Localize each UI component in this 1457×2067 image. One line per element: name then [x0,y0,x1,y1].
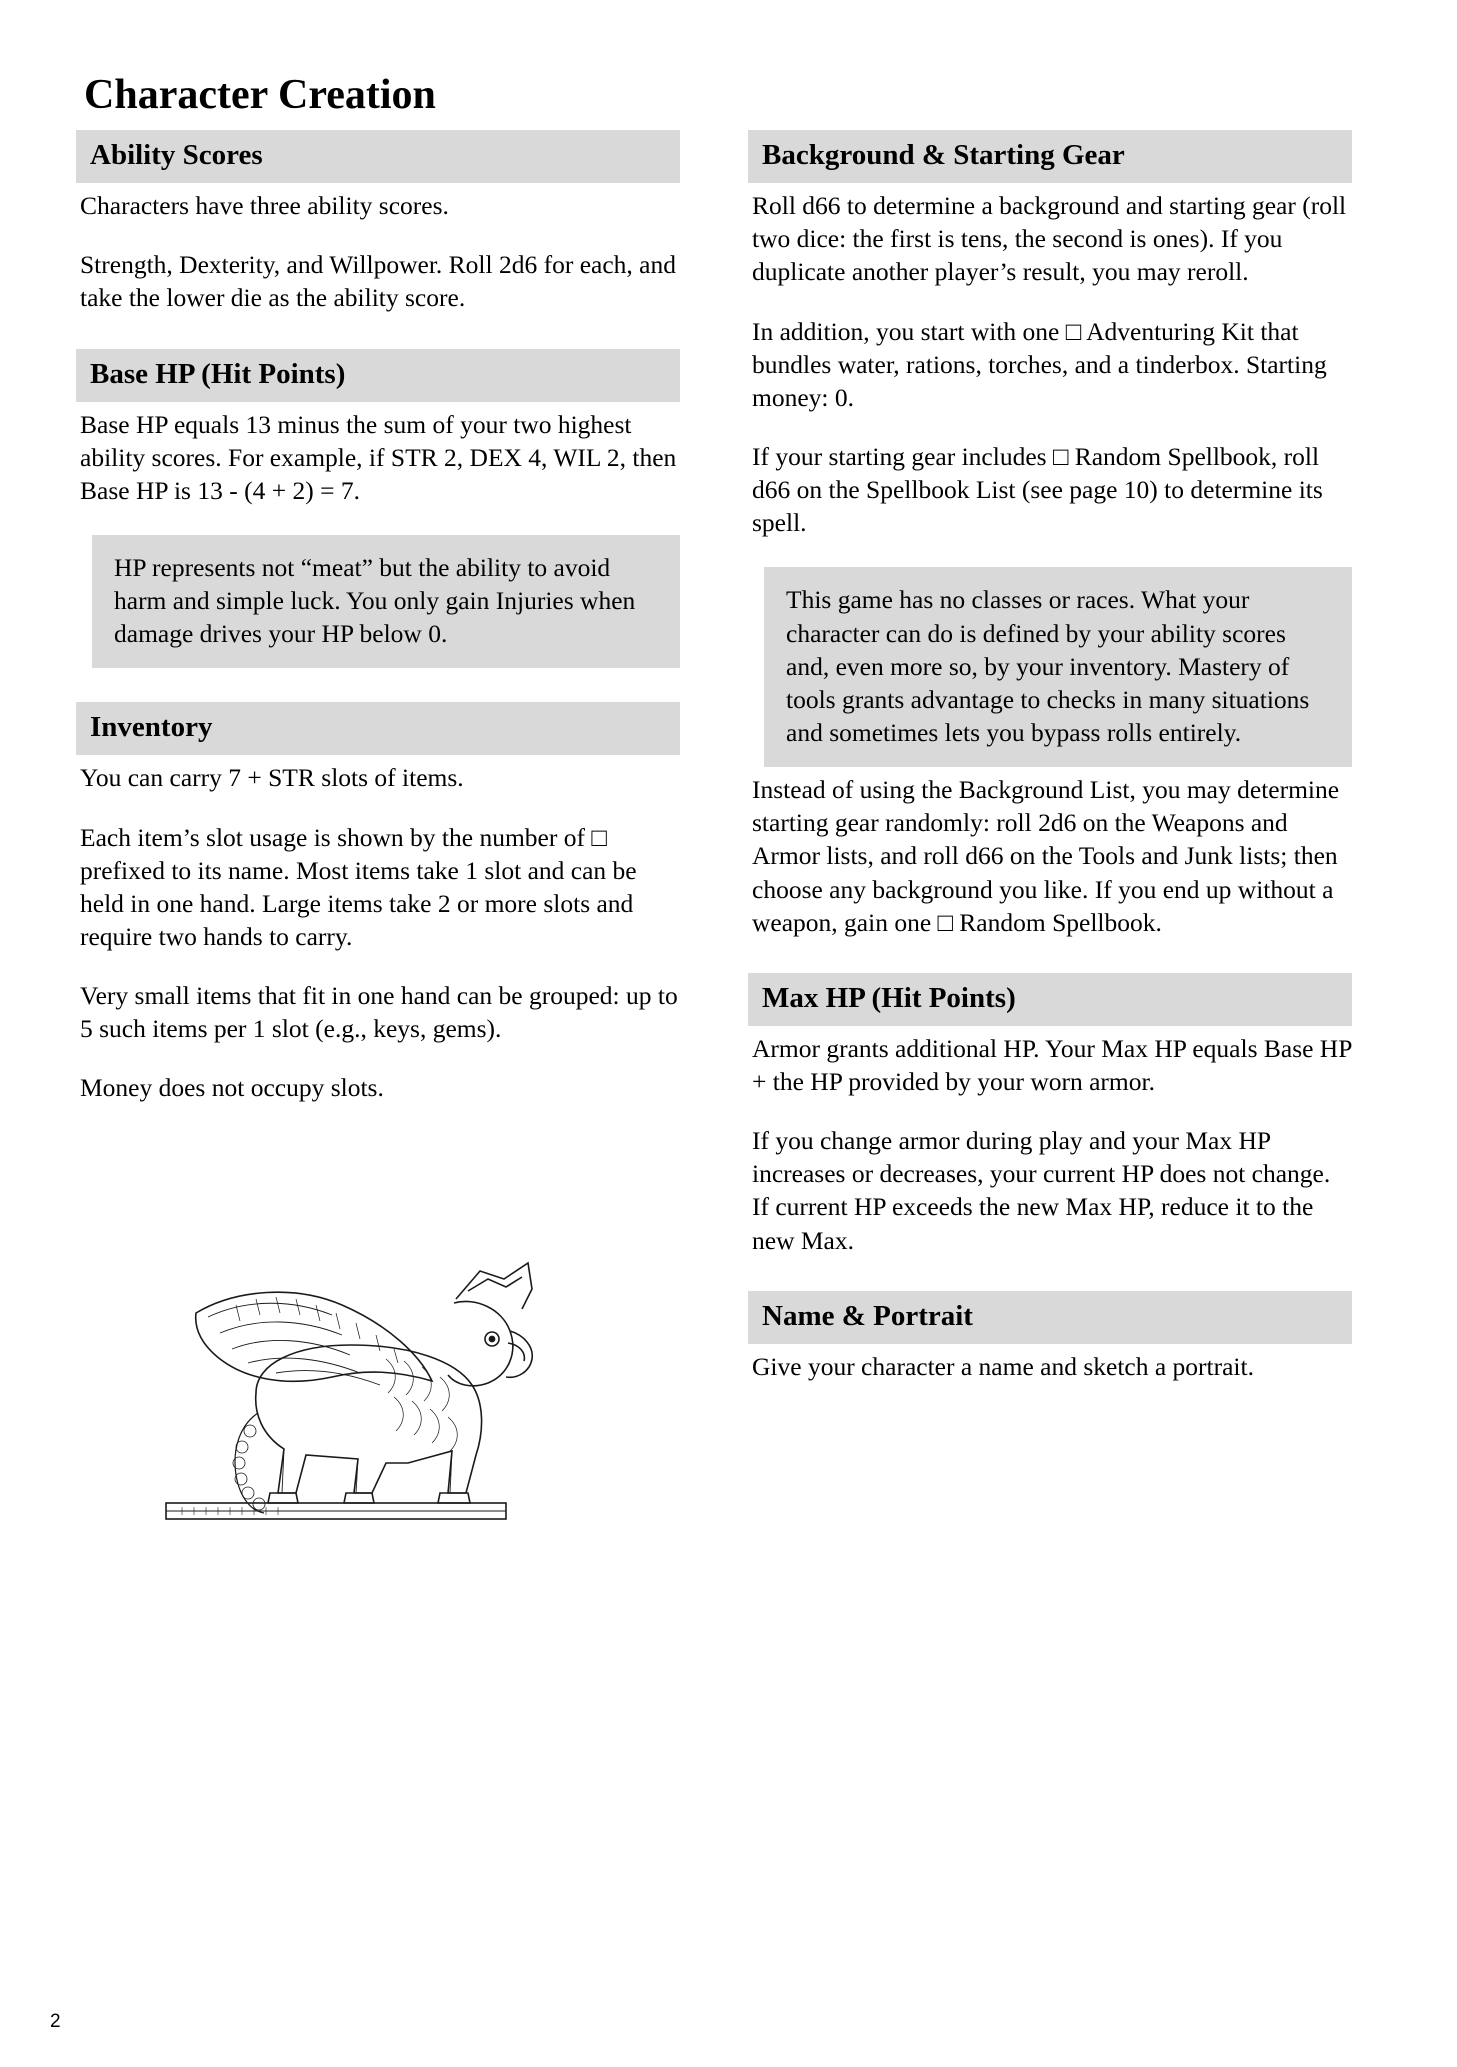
section-heading-ability-scores: Ability Scores [76,130,680,183]
paragraph: Each item’s slot usage is shown by the number of □ prefixed to its name. Most items take 1 slot and can be held in one hand. Large items take 2 or more slots and require two hands to carry. [80,822,637,952]
winged-lion-lamassu-engraving [136,1163,596,1548]
paragraph: Strength, Dexterity, and Willpower. Roll 2d6 for each, and take the lower die as the ability score. [80,250,676,313]
section-heading-name-portrait: Name & Portrait [748,1291,1352,1344]
paragraph: Instead of using the Background List, you may determine starting gear randomly: roll 2d6 on the Weapons and Armor lists, and roll d66 on the Tools and Junk lists; then choose any background you like. If you end up without a weapon, gain one □ Random Spellbook. [752,775,1340,937]
paragraph: Roll d66 to determine a background and starting gear (roll two dice: the first is tens, the second is ones). If you duplicate another player’s result, you may reroll. [752,191,1347,287]
section-heading-inventory: Inventory [76,702,680,755]
paragraph: Money does not occupy slots. [80,1073,384,1103]
paragraph: In addition, you start with one □ Adventuring Kit that bundles water, rations, torches, and a tinderbox. Starting money: 0. [752,316,1327,412]
two-column-layout [76,130,1381,1547]
paragraph: Give your character a name and sketch a portrait. [752,1351,1254,1381]
callout-box-no-classes [764,567,1352,767]
paragraph: Armor grants additional HP. Your Max HP equals Base HP + the HP provided by your worn armor. [752,1033,1352,1096]
section-heading-base-hp: Base HP (Hit Points) [76,349,680,402]
paragraph: If your starting gear includes □ Random Spellbook, roll d66 on the Spellbook List (see page 10) to determine its spell. [752,442,1323,538]
section-heading-max-hp: Max HP (Hit Points) [748,973,1352,1026]
paragraph: Characters have three ability scores. [80,191,449,221]
section-heading-background-starting-gear: Background & Starting Gear [748,130,1352,183]
left-column [76,130,680,1547]
callout-text: HP represents not “meat” but the ability to avoid harm and simple luck. You only gain Injuries when damage drives your HP below 0. [114,553,636,649]
paragraph: You can carry 7 + STR slots of items. [80,763,464,793]
paragraph: If you change armor during play and your Max HP increases or decreases, your current HP does not change. If current HP exceeds the new Max HP, reduce it to the new Max. [752,1126,1331,1255]
right-column [748,130,1352,1383]
callout-text: This game has no classes or races. What your character can do is defined by your ability scores and, even more so, by your inventory. Mastery of tools grants advantage to checks in many situations and sometimes lets you bypass rolls entirely. [786,585,1310,748]
page-title: Character Creation [84,72,436,118]
callout-box-hp [92,535,680,668]
page-number: 2 [50,2011,61,2032]
paragraph: Very small items that fit in one hand can be grouped: up to 5 such items per 1 slot (e.g., keys, gems). [80,981,678,1044]
paragraph: Base HP equals 13 minus the sum of your two highest ability scores. For example, if STR 2, DEX 4, WIL 2, then Base HP is 13 - (4 + 2) = 7. [80,409,677,505]
